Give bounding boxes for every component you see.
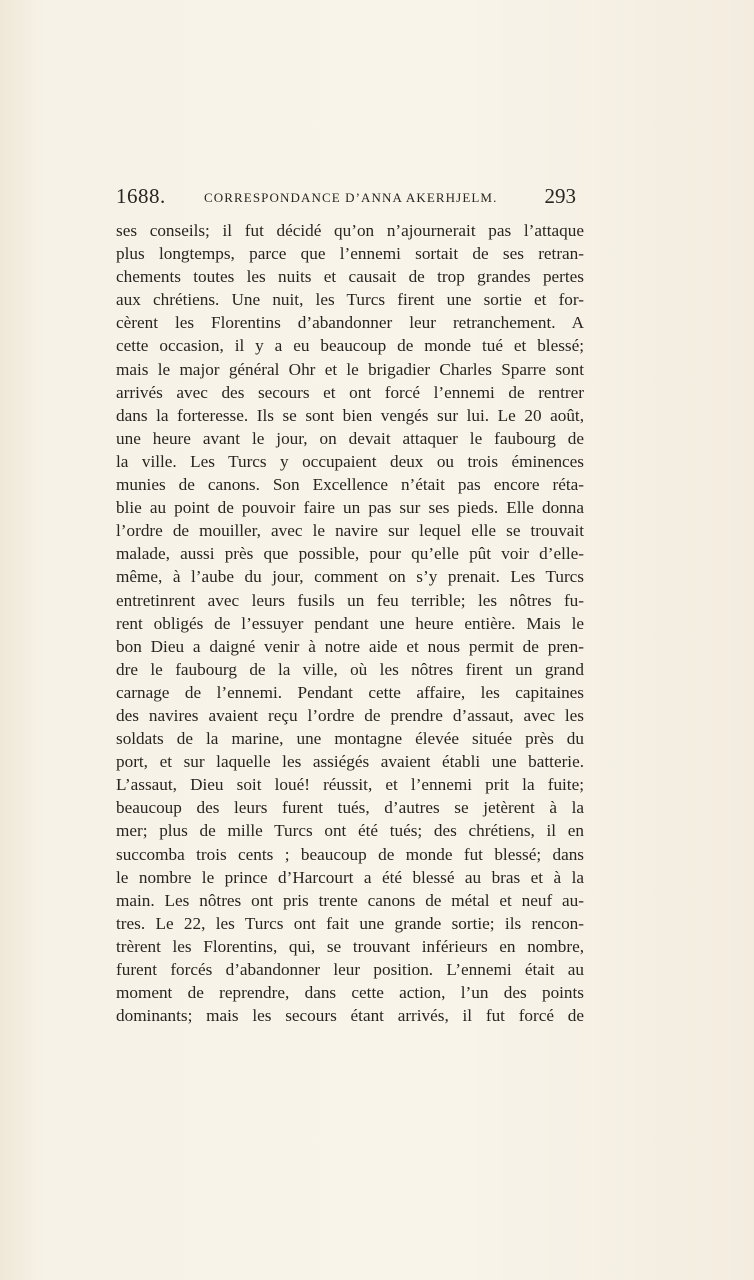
text-line: cette occasion, il y a eu beaucoup de monde tué et blessé; <box>116 336 584 356</box>
text-line: le nombre le prince d’Harcourt a été blessé au bras et à la <box>116 867 584 887</box>
text-line: trèrent les Florentins, qui, se trouvant inférieurs en nombre, <box>116 936 584 956</box>
text-line: aux chrétiens. Une nuit, les Turcs firent une sortie et for- <box>116 290 584 310</box>
text-line: la ville. Les Turcs y occupaient deux ou trois éminences <box>116 451 584 471</box>
header-title: CORRESPONDANCE D’ANNA AKERHJELM. <box>204 190 498 205</box>
text-line: carnage de l’ennemi. Pendant cette affaire, les capitaines <box>116 682 584 702</box>
text-line: bon Dieu a daigné venir à notre aide et nous permit de pren- <box>116 636 584 656</box>
text-line: l’ordre de mouiller, avec le navire sur lequel elle se trouvait <box>116 521 584 541</box>
text-line: rent obligés de l’essuyer pendant une heure entière. Mais le <box>116 613 584 633</box>
text-line: tres. Le 22, les Turcs ont fait une grande sortie; ils rencon- <box>116 913 584 933</box>
header-year: 1688. <box>116 184 166 208</box>
text-line: ses conseils; il fut décidé qu’on n’ajournerait pas l’attaque <box>116 221 584 240</box>
text-line: mer; plus de mille Turcs ont été tués; des chrétiens, il en <box>116 821 584 841</box>
text-line: furent forcés d’abandonner leur position. L’ennemi était au <box>116 960 584 979</box>
text-line: chements toutes les nuits et causait de trop grandes pertes <box>116 267 584 287</box>
text-line: soldats de la marine, une montagne élevée située près du <box>116 729 584 749</box>
page-number: 293 <box>544 184 576 208</box>
text-line: dominants; mais les secours étant arrivés, il fut forcé de <box>116 1006 584 1026</box>
text-line: port, et sur laquelle les assiégés avaient établi une batterie. <box>116 752 584 772</box>
text-line: beaucoup des leurs furent tués, d’autres se jetèrent à la <box>116 798 584 818</box>
text-line: succomba trois cents ; beaucoup de monde fut blessé; dans <box>116 844 584 864</box>
body-text <box>116 219 584 1027</box>
text-line: blie au point de pouvoir faire un pas sur ses pieds. Elle donna <box>116 498 584 518</box>
text-line: L’assaut, Dieu soit loué! réussit, et l’ennemi prit la fuite; <box>116 775 584 795</box>
text-line: même, à l’aube du jour, comment on s’y prenait. Les Turcs <box>116 567 584 587</box>
text-line: entretinrent avec leurs fusils un feu terrible; les nôtres fu- <box>116 590 584 610</box>
text-line: main. Les nôtres ont pris trente canons de métal et neuf au- <box>116 890 584 910</box>
running-header <box>116 184 578 214</box>
text-line: cèrent les Florentins d’abandonner leur retranchement. A <box>116 313 584 333</box>
text-line: dans la forteresse. Ils se sont bien vengés sur lui. Le 20 août, <box>116 405 584 425</box>
text-line: une heure avant le jour, on devait attaquer le faubourg de <box>116 428 584 448</box>
text-line: munies de canons. Son Excellence n’était pas encore réta- <box>116 475 584 495</box>
text-line: moment de reprendre, dans cette action, l’un des points <box>116 983 584 1003</box>
text-line: mais le major général Ohr et le brigadier Charles Sparre sont <box>116 359 584 379</box>
text-line: des navires avaient reçu l’ordre de prendre d’assaut, avec les <box>116 705 584 725</box>
text-line: arrivés avec des secours et ont forcé l’ennemi de rentrer <box>116 382 584 402</box>
text-line: dre le faubourg de la ville, où les nôtres firent un grand <box>116 659 584 679</box>
text-line: plus longtemps, parce que l’ennemi sortait de ses retran- <box>116 244 584 264</box>
text-line: malade, aussi près que possible, pour qu’elle pût voir d’elle- <box>116 544 584 564</box>
